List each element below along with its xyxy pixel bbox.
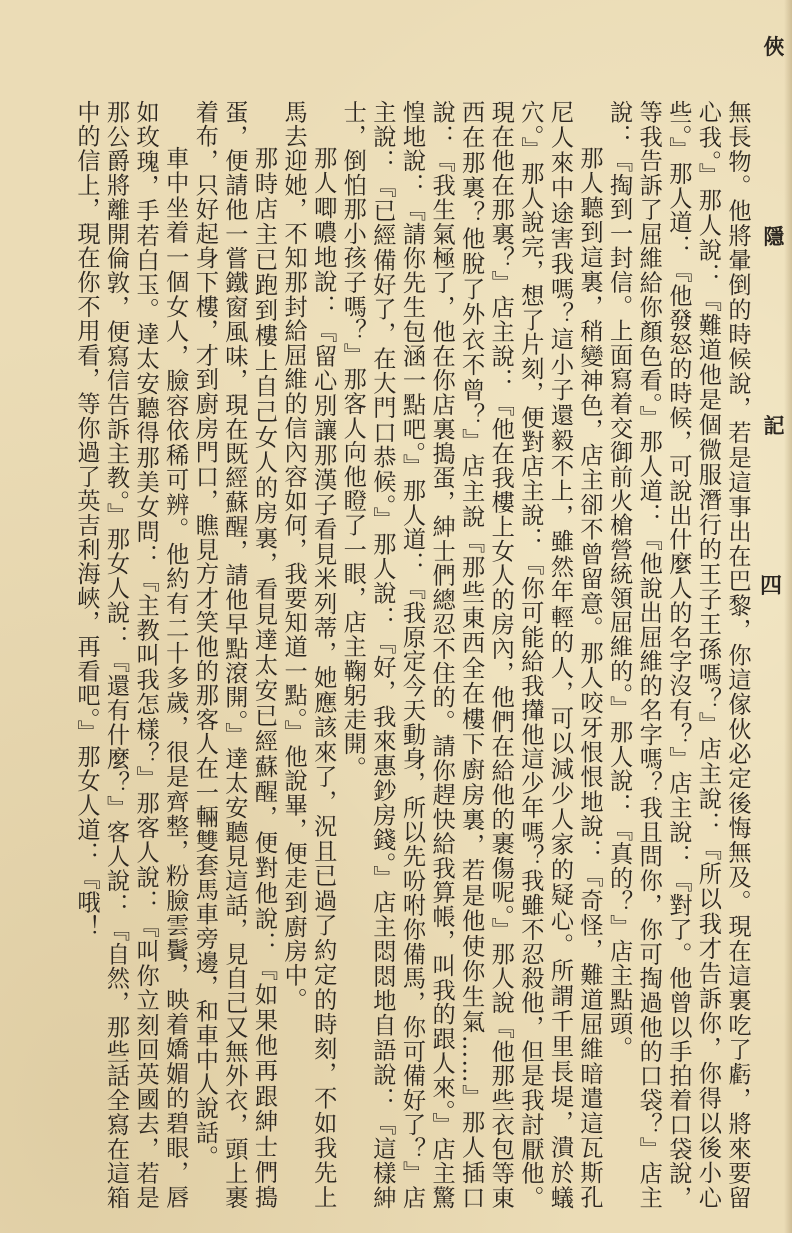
- running-head-char: 隱: [763, 223, 785, 249]
- vertical-body-text: [71, 100, 752, 1210]
- page-number: 四: [760, 573, 783, 599]
- running-head-char: 記: [763, 413, 785, 438]
- running-head-title: [762, 36, 786, 436]
- paragraph: 那人唧噥地說：『留心別讓那漢子看見米列蒂，她應該來了，況且已過了約定的時刻，不如我先上馬去迎她，不知那封給屈維的信內容如何，我要知道一點。』他說畢，便走到廚房中。: [280, 100, 337, 1210]
- running-head-char: 俠: [763, 34, 785, 59]
- page-edge-shadow: [784, 0, 792, 1233]
- paragraph: 那人聽到這裏，稍變神色，店主卻不曾留意。那人咬牙恨恨地說：『奇怪，難道屈維暗遣這瓦斯孔尼人來中途害我嗎？這小子還毅不上，雖然年輕的人，可以減少人家的疑心。所謂千里長堤，潰於蟻穴。』那人說完，想了片刻，便對店主說：『你可能給我攆他這少年嗎？我雖不忍殺他，但是我討厭他。現在他在那裏？』店主說：『他在我樓上女人的房內，他們在給他的裹傷呢。』那人說『他那些衣包等東西在那裏？他脫了外衣不曾？』店主說『那些東西全在樓下廚房裏，若是他使你生氣……』那人插口說：『我生氣極了，他在你店裏搗蛋，紳士們總忍不住的。請你趕快給我算帳，叫我的跟人來。』店主驚惶地說：『請你先生包涵一點吧。』那人道：『我原定今天動身，所以先吩咐你備馬，你可備好了？』店主說：『已經備好了，在大門口恭候。』那人說：『好，我來惠鈔房錢。』店主悶悶地自語說：『這樣紳士，倒怕那小孩子嗎？』那客人向他瞪了一眼，店主鞠躬走開。: [339, 100, 604, 1210]
- paragraph: 那時店主已跑到樓上自己女人的房裏，看見達太安已經蘇醒，便對他說：『如果他再跟紳士們搗蛋，便請他一嘗鐵窗風味，現在既經蘇醒，請他早點滾開。』達太安聽見這話，見自己又無外衣，頭上裹着布，只好起身下樓，才到廚房門口，瞧見方才笑他的那客人在一輛雙套馬車旁邊，和車中人說話。: [191, 100, 278, 1210]
- paragraph: 車中坐着一個女人，臉容依稀可辨。他約有二十多歲，很是齊整，粉臉雲鬢，映着嬌媚的碧眼，唇如玫瑰，手若白玉。達太安聽得那美女問：『主教叫我怎樣？』那客人說：『叫你立刻回英國去，若是那公爵將離開倫敦，便寫信告訴主教。』那女人說：『還有什麼？』客人說：『自然，那些話全寫在這箱中的信上，現在你不用看，等你過了英吉利海峽，再看吧。』那女人道：『哦！: [72, 100, 189, 1210]
- paragraph: 無長物。他將暈倒的時候說，若是這事出在巴黎，你這傢伙必定後悔無及。現在這裏吃了虧，將來要留心我。』那人說：『難道他是個微服潛行的王子王孫嗎？』店主說：『所以我才告訴你，你得以後小心些。』那人道：『他發怒的時候，可說出什麼人的名字沒有？』店主說：『對了。他曾以手拍着口袋說，等我告訴了屈維給你顏色看。』那人道：『他說出屈維的名字嗎？我且問你，你可掏過他的口袋？』店主說：『掏到一封信。上面寫着交御前火槍營統領屈維的。』那人說：『真的？』店主點頭。: [605, 100, 751, 1210]
